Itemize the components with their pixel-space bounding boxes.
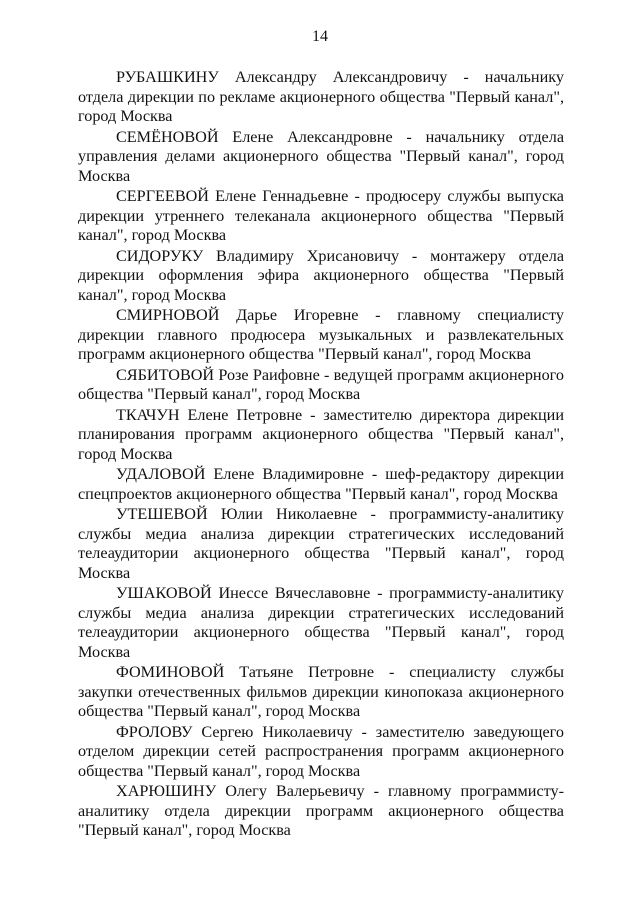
award-entry: ФРОЛОВУ Сергею Николаевичу - заместителю заведующего отделом дирекции сетей распространения программ акционерного общества "Первый канал", город Москва	[78, 722, 564, 780]
award-entry: ХАРЮШИНУ Олегу Валерьевичу - главному программисту-аналитику отдела дирекции программ акционерного общества "Первый канал", город Москва	[78, 782, 564, 839]
award-entry: СЕМЁНОВОЙ Елене Александровне - начальнику отдела управления делами акционерного общества "Первый канал", город Москва	[78, 127, 564, 185]
award-entry: СЕРГЕЕВОЙ Елене Геннадьевне - продюсеру службы выпуска дирекции утреннего телеканала акционерного общества "Первый канал", город Москва	[78, 187, 564, 244]
award-entry: РУБАШКИНУ Александру Александровичу - начальнику отдела дирекции по рекламе акционерного общества "Первый канал", город Москва	[78, 68, 564, 125]
document-body	[78, 68, 564, 842]
page-number: 14	[312, 28, 328, 45]
award-entry: УТЕШЕВОЙ Юлии Николаевне - программисту-аналитику службы медиа анализа дирекции стратегических исследований телеаудитории акционерного общества "Первый канал", город Москва	[78, 505, 564, 582]
award-entry: УДАЛОВОЙ Елене Владимировне - шеф-редактору дирекции спецпроектов акционерного общества "Первый канал", город Москва	[78, 465, 564, 503]
award-entry: ТКАЧУН Елене Петровне - заместителю директора дирекции планирования программ акционерного общества "Первый канал", город Москва	[78, 405, 564, 463]
award-entry: СИДОРУКУ Владимиру Хрисановичу - монтажеру отдела дирекции оформления эфира акционерного общества "Первый канал", город Москва	[78, 246, 564, 304]
award-entry: СМИРНОВОЙ Дарье Игоревне - главному специалисту дирекции главного продюсера музыкальных и развлекательных программ акционерного общества "Первый канал", город Москва	[78, 306, 564, 363]
award-entry: ФОМИНОВОЙ Татьяне Петровне - специалисту службы закупки отечественных фильмов дирекции кинопоказа акционерного общества "Первый канал", город Москва	[78, 663, 564, 720]
award-entry: СЯБИТОВОЙ Розе Раифовне - ведущей программ акционерного общества "Первый канал", город Москва	[78, 365, 564, 403]
award-entry: УШАКОВОЙ Инессе Вячеславовне - программисту-аналитику службы медиа анализа дирекции стратегических исследований телеаудитории акционерного общества "Первый канал", город Москва	[78, 584, 564, 661]
